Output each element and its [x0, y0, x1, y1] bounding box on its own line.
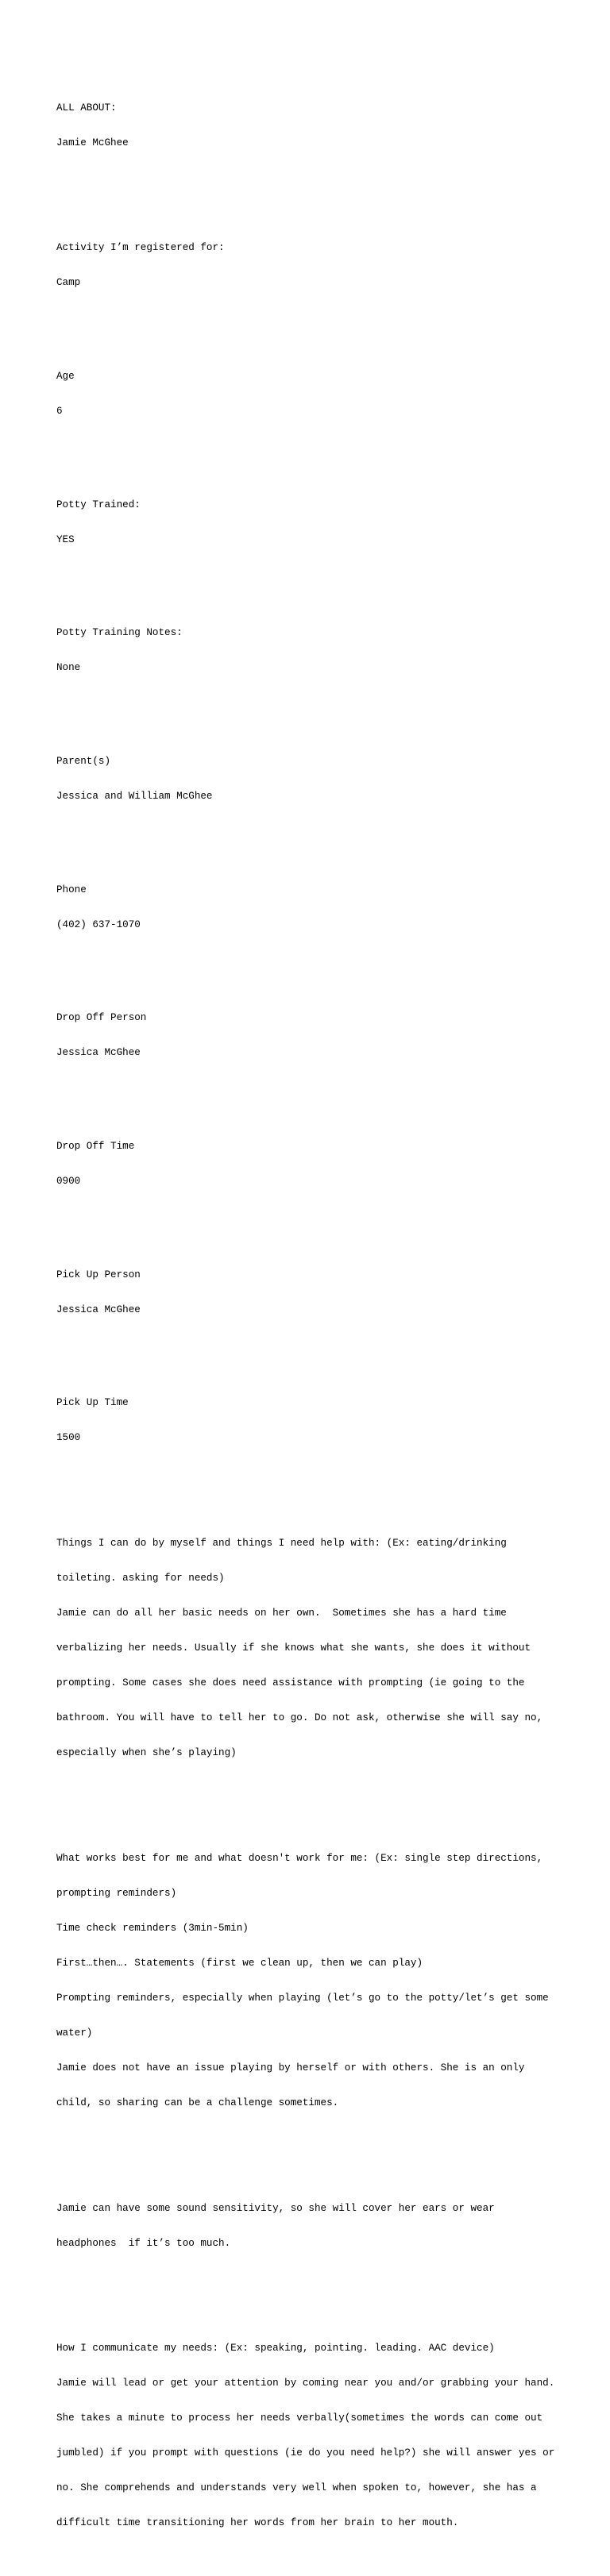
section-line: prompting. Some cases she does need assistance with prompting (ie going to the	[56, 1677, 525, 1689]
field-label: Phone	[56, 884, 87, 895]
section-line: no. She comprehends and understands very well when spoken to, however, she has a	[56, 2482, 537, 2494]
section-line: headphones if it’s too much.	[56, 2237, 231, 2249]
field-value: 1500	[56, 1432, 81, 1444]
section-what-works	[56, 1829, 573, 2132]
document-title: ALL ABOUT:	[56, 102, 117, 114]
section-line: Jamie can have some sound sensitivity, so she will cover her ears or wear	[56, 2202, 495, 2214]
section-line: Jamie will lead or get your attention by coming near you and/or grabbing your hand.	[56, 2378, 555, 2389]
field-label: Potty Training Notes:	[56, 627, 183, 639]
field-label: Age	[56, 370, 75, 382]
field-label: Potty Trained:	[56, 499, 141, 510]
section-line: difficult time transitioning her words from her brain to her mouth.	[56, 2517, 459, 2529]
field-potty-notes	[56, 604, 573, 698]
section-line: toileting. asking for needs)	[56, 1572, 225, 1584]
field-value: Jessica McGhee	[56, 1303, 141, 1315]
field-label: Parent(s)	[56, 755, 111, 767]
section-line: verbalizing her needs. Usually if she knows what she wants, she does it without	[56, 1642, 531, 1654]
section-line: How I communicate my needs: (Ex: speaking, pointing. leading. AAC device)	[56, 2342, 495, 2354]
section-line: child, so sharing can be a challenge sometimes.	[56, 2097, 339, 2109]
field-value: Jessica and William McGhee	[56, 791, 213, 803]
field-value: YES	[56, 533, 75, 545]
field-label: Activity I’m registered for:	[56, 242, 225, 254]
section-line: She takes a minute to process her needs verbally(sometimes the words can come out	[56, 2412, 543, 2424]
section-sound-sensitivity	[56, 2179, 573, 2273]
field-value: None	[56, 662, 81, 674]
section-line: What works best for me and what doesn't work for me: (Ex: single step directions,	[56, 1852, 543, 1864]
field-drop-off-time	[56, 1118, 573, 1211]
header-block	[56, 79, 573, 172]
field-pick-up-time	[56, 1374, 573, 1468]
field-potty-trained	[56, 476, 573, 569]
field-value: 6	[56, 405, 63, 417]
section-line: water)	[56, 2027, 93, 2039]
field-value: Jessica McGhee	[56, 1047, 141, 1059]
section-line: prompting reminders)	[56, 1887, 177, 1899]
section-line: Things I can do by myself and things I need help with: (Ex: eating/drinking	[56, 1537, 507, 1549]
section-line: First…then…. Statements (first we clean up, then we can play)	[56, 1957, 423, 1969]
child-name: Jamie McGhee	[56, 137, 129, 148]
field-label: Drop Off Time	[56, 1141, 135, 1153]
section-line: Prompting reminders, especially when playing (let’s go to the potty/let’s get some	[56, 1993, 549, 2004]
field-label: Pick Up Time	[56, 1397, 129, 1409]
document-page	[56, 56, 573, 2576]
field-label: Drop Off Person	[56, 1012, 147, 1024]
section-communication	[56, 2320, 573, 2553]
field-label: Pick Up Person	[56, 1269, 141, 1280]
field-value: 0900	[56, 1176, 81, 1188]
section-line: Jamie does not have an issue playing by herself or with others. She is an only	[56, 2062, 525, 2074]
field-phone	[56, 861, 573, 954]
field-age	[56, 347, 573, 441]
field-drop-off-person	[56, 989, 573, 1083]
field-pick-up-person	[56, 1246, 573, 1339]
section-line: bathroom. You will have to tell her to go. Do not ask, otherwise she will say no,	[56, 1712, 543, 1724]
section-line: especially when she’s playing)	[56, 1747, 237, 1759]
field-parents	[56, 733, 573, 826]
field-value: Camp	[56, 277, 81, 289]
field-value: (402) 637-1070	[56, 918, 141, 930]
section-help-needs	[56, 1514, 573, 1782]
section-line: jumbled) if you prompt with questions (ie do you need help?) she will answer yes or	[56, 2447, 555, 2459]
section-line: Jamie can do all her basic needs on her own. Sometimes she has a hard time	[56, 1607, 507, 1619]
section-line: Time check reminders (3min-5min)	[56, 1922, 249, 1934]
field-activity	[56, 219, 573, 313]
